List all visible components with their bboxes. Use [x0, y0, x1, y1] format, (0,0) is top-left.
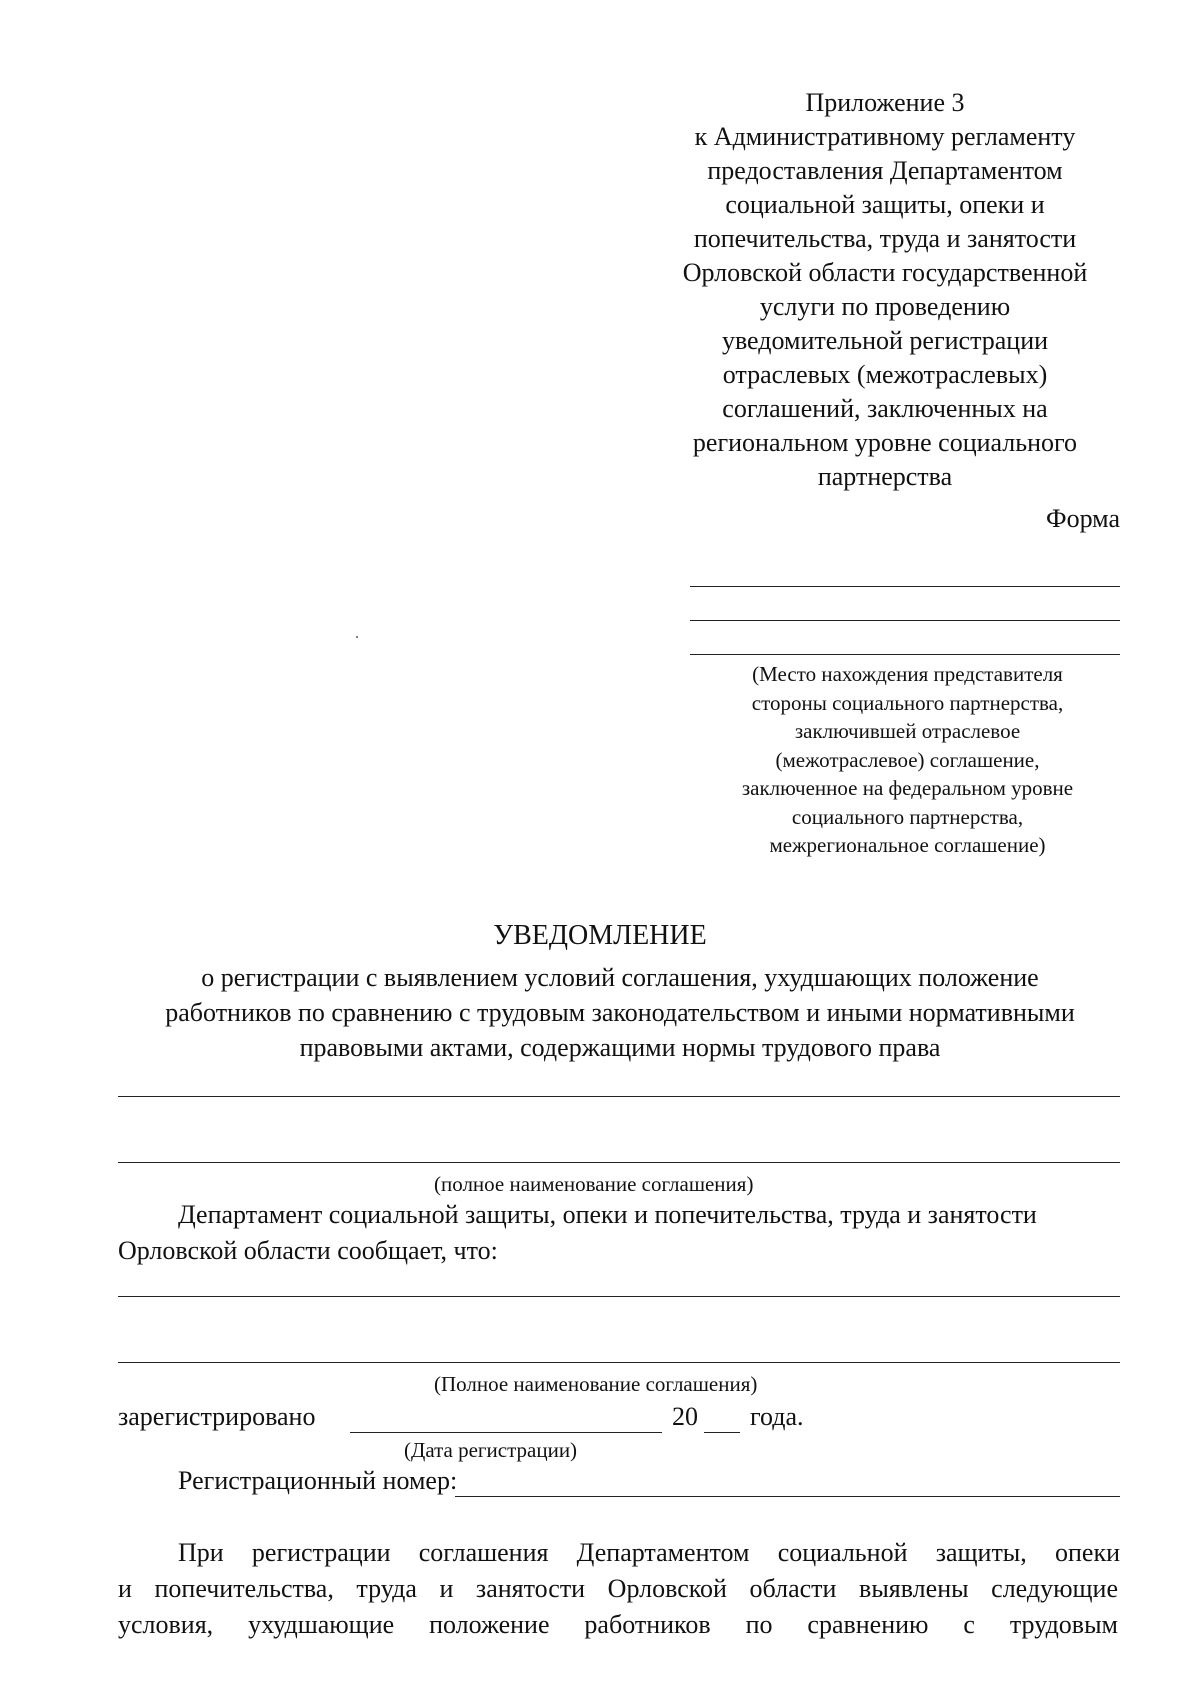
annex-line: отраслевых (межотраслевых): [722, 360, 1048, 389]
address-caption-line: социального партнерства,: [791, 804, 1024, 829]
agreement-name-line-3[interactable]: [118, 1296, 1120, 1297]
address-line-1[interactable]: [690, 586, 1120, 587]
annex-line: Приложение 3: [805, 88, 965, 117]
final-paragraph-text: условия, ухудшающие положение работников по сравнению с трудовым: [118, 1610, 1118, 1639]
agreement-name-line-2[interactable]: [118, 1162, 1120, 1163]
reg-number-field[interactable]: [455, 1496, 1120, 1497]
annex-line: попечительства, труда и занятости: [693, 224, 1077, 253]
year-suffix: года.: [750, 1402, 804, 1431]
registration-date-field[interactable]: [350, 1432, 662, 1433]
final-paragraph-line-3: [118, 1610, 1118, 1640]
document-title: УВЕДОМЛЕНИЕ: [493, 920, 707, 951]
annex-header: [660, 86, 1110, 494]
department-text-line-1: Департамент социальной защиты, опеки и попечительства, труда и занятости: [178, 1200, 1037, 1229]
scan-speck: [356, 636, 358, 638]
subtitle-line: правовыми актами, содержащими нормы трудового права: [299, 1033, 941, 1062]
year-field[interactable]: [704, 1432, 740, 1433]
final-paragraph-text: и попечительства, труда и занятости Орловской области выявлены следующие: [118, 1574, 1118, 1603]
final-paragraph-text: При регистрации соглашения Департаментом социальной защиты, опеки: [178, 1538, 1120, 1567]
final-paragraph-line-2: [118, 1574, 1118, 1604]
annex-line: Орловской области государственной: [682, 258, 1088, 287]
annex-line: уведомительной регистрации: [721, 326, 1049, 355]
address-caption-line: заключенное на федеральном уровне: [741, 776, 1074, 800]
annex-line: региональном уровне социального: [692, 428, 1078, 457]
address-line-2[interactable]: [690, 620, 1120, 621]
subtitle-line: о регистрации с выявлением условий соглашения, ухудшающих положение: [201, 963, 1039, 992]
annex-line: к Административному регламенту: [694, 122, 1076, 151]
address-caption: [695, 660, 1120, 860]
address-caption-line: (межотраслевое) соглашение,: [775, 747, 1040, 772]
address-caption-line: (Место нахождения представителя: [752, 662, 1063, 686]
subtitle-line: работников по сравнению с трудовым законодательством и иными нормативными: [165, 998, 1075, 1027]
registration-date-caption: (Дата регистрации): [404, 1438, 578, 1462]
department-text-line-2: Орловской области сообщает, что:: [118, 1236, 498, 1265]
annex-line: социальной защиты, опеки и: [725, 190, 1045, 219]
annex-line: партнерства: [817, 462, 953, 491]
agreement-name-caption: (полное наименование соглашения): [434, 1172, 754, 1196]
reg-number-label: Регистрационный номер:: [178, 1466, 458, 1495]
final-paragraph-line-1: [178, 1538, 1120, 1568]
document-subtitle: [110, 960, 1130, 1065]
annex-line: соглашений, заключенных на: [722, 394, 1048, 423]
registered-label: зарегистрировано: [118, 1402, 316, 1431]
agreement-name-caption-2: (Полное наименование соглашения): [434, 1372, 758, 1396]
annex-line: предоставления Департаментом: [707, 156, 1063, 185]
year-prefix: 20: [672, 1402, 698, 1431]
agreement-name-line-1[interactable]: [118, 1096, 1120, 1097]
address-line-3[interactable]: [690, 654, 1120, 655]
form-label: Форма: [1046, 504, 1120, 533]
address-caption-line: заключившей отраслевое: [794, 719, 1021, 743]
annex-line: услуги по проведению: [759, 292, 1011, 321]
agreement-name-line-4[interactable]: [118, 1362, 1120, 1363]
address-caption-line: стороны социального партнерства,: [751, 690, 1064, 715]
address-caption-line: межрегиональное соглашение): [769, 833, 1046, 857]
